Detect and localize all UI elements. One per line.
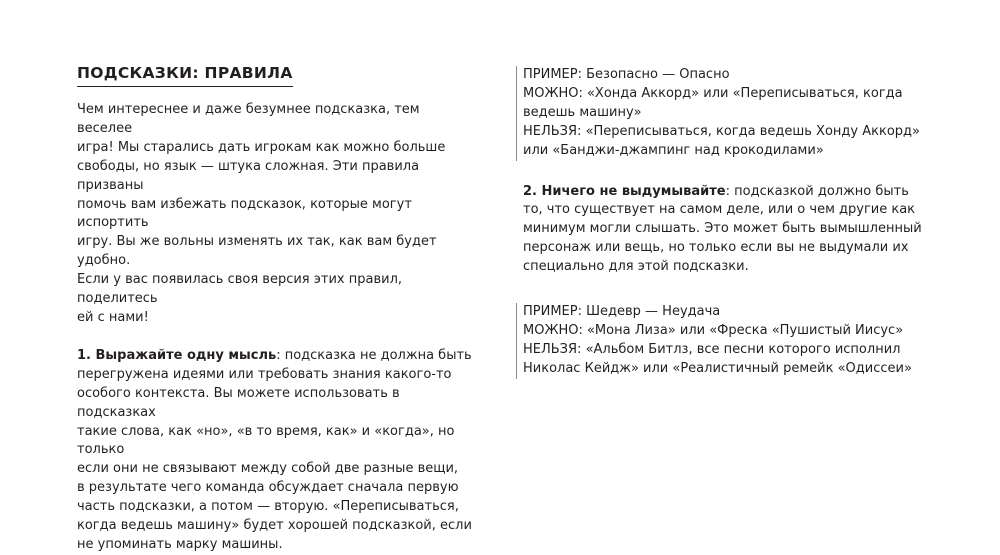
rule-1-paragraph	[77, 347, 477, 555]
rule-2-title: 2. Ничего не выдумывайте	[523, 183, 726, 199]
rule-2-text: : подсказкой должно быть то, что существует на самом деле, или о чем другие как минимум могли слышать. Это может быть вымышленный персонаж или вещь, но только если вы не выдумали их специально для этой подсказки.	[523, 183, 922, 275]
right-column	[516, 66, 936, 379]
left-column	[77, 62, 477, 555]
example-2-allowed: МОЖНО: «Мона Лиза» или «Фреска «Пушистый Иисус»	[523, 322, 904, 338]
intro-paragraph: Чем интереснее и даже безумнее подсказка, тем веселее игра! Мы старались дать игрокам как можно больше свободы, но язык — штука сложная. Эти правила призваны помочь вам избежать подсказок, которые могут испортить игру. Вы же вольны изменять их так, как вам будет удобно. Если у вас появилась своя версия этих правил, поделитесь ей с нами!	[77, 102, 446, 325]
rule-1-text: : подсказка не должна быть перегружена идеями или требовать знания какого-то особого контекста. Вы можете использовать в подсказках такие слова, как «но», «в то время, как» и «когда», но только если они не связывают между собой две разные вещи, в результате чего команда обсуждает сначала первую часть подсказки, а потом — вторую. «Переписываться, когда ведешь машину» будет хорошей подсказкой, если не упоминать марку машины.	[77, 347, 472, 552]
example-1-forbidden: НЕЛЬЗЯ: «Переписываться, когда ведешь Хонду Аккорд» или «Банджи-джампинг над крокодилами»	[523, 123, 920, 158]
rule-1-title: 1. Выражайте одну мысль	[77, 347, 277, 363]
example-1-allowed: МОЖНО: «Хонда Аккорд» или «Переписываться, когда ведешь машину»	[523, 85, 903, 120]
rule-2-paragraph	[516, 183, 936, 278]
example-block-1	[516, 66, 936, 161]
example-1-pair: ПРИМЕР: Безопасно — Опасно	[523, 67, 730, 82]
page-title: ПОДСКАЗКИ: ПРАВИЛА	[77, 62, 293, 87]
example-2-forbidden: НЕЛЬЗЯ: «Альбом Битлз, все песни которого исполнил Николас Кейдж» или «Реалистичный ремейк «Одиссеи»	[523, 341, 912, 376]
example-block-2	[516, 303, 936, 379]
example-2-pair: ПРИМЕР: Шедевр — Неудача	[523, 304, 721, 320]
